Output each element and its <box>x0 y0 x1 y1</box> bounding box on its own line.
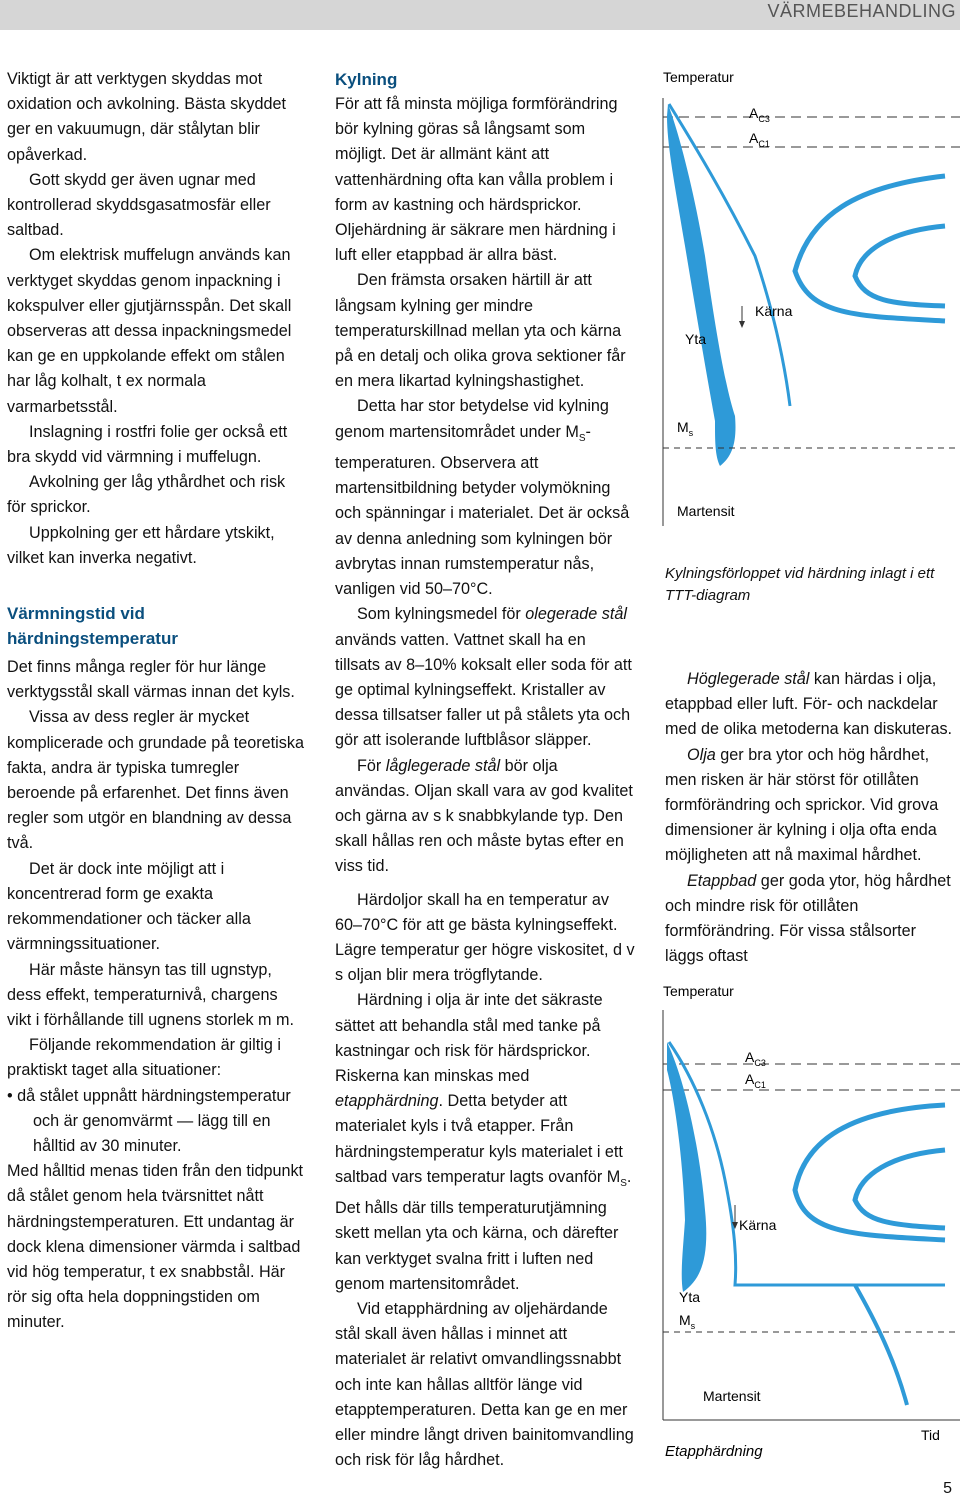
air-cooling-curve <box>855 1285 907 1405</box>
text: Detta har stor betydelse vid kylning genom martensitområdet under M <box>335 397 609 441</box>
core-label: Kärna <box>755 303 793 319</box>
surface-label: Yta <box>679 1289 701 1305</box>
surface-cooling-band <box>667 1042 706 1292</box>
paragraph <box>665 667 958 743</box>
paragraph: Vid etapphärdning av oljehärdande stål skall även hållas i minnet att materialet är relativt omvandlingssnabbt och inte kan hållas alltför länge vid etapptemperaturen. Detta kan ge en mer eller mindre långt driven bainitomvandling och risk för låg hårdhet. <box>335 1300 634 1470</box>
transformation-end-curve <box>855 1150 945 1228</box>
bullet-item: • då stålet uppnått härdningstemperatur och är genomvärmt — lägg till en hålltid av 30 minuter. <box>7 1086 291 1155</box>
x-axis-label: Tid <box>921 1427 940 1443</box>
ms-label: $M_s$ <box>679 1312 696 1331</box>
text: kan härdas i olja, etappbad eller luft. För- och nackdelar med de olika metoderna kan diskuteras. <box>665 670 953 739</box>
paragraph: Det finns många regler för hur länge verktygsstål skall värmas innan det kyls. <box>7 658 295 702</box>
text: . Detta betyder att materialet kyls i två etapper. Från härdningstemperatur kyls materialet i ett saltbad vars temperatur lagts ovanför M <box>335 1092 623 1186</box>
paragraph: Med hålltid menas tiden från den tidpunkt då stålet genom hela tvärsnittet nått härdningstemperaturen. Ett undantag är dock klena dimensioner värmda i saltbad vid hög temperatur, t ex snabbstål. Här rör sig ofta hela doppningstiden om minuter. <box>7 1162 304 1332</box>
figure-caption: Etapphärdning <box>665 1443 763 1460</box>
text: Som kylningsmedel för <box>357 605 526 624</box>
paragraph: Avkolning ger låg ythårdhet och risk för sprickor. <box>7 473 286 517</box>
paragraph: Det är dock inte möjligt att i koncentrerad form ge exakta rekommendationer och täcker alla värmningssituationer. <box>7 859 251 954</box>
ttt-diagram-svg <box>655 980 960 1465</box>
ac1-label: $A_{C1}$ <box>749 130 770 149</box>
header-title: VÄRMEBEHANDLING <box>767 1 956 21</box>
emphasis: etapphärdning <box>335 1092 439 1111</box>
paragraph: Gott skydd ger även ugnar med kontrollerad skyddsgasatmosfär eller saltbad. <box>7 170 271 240</box>
spacer <box>7 571 305 601</box>
text: används vatten. Vattnet skall ha en tillsats av 8–10% koksalt eller soda för att ge optimal kylningseffekt. Kristaller av dessa tillsatser faller ut på stålets yta och gör att isolerande luftblåsor släpper. <box>335 630 632 750</box>
y-axis-label: Temperatur <box>663 69 734 85</box>
text: Härdning i olja är inte det säkraste sättet att behandla stål med tanke på kastningar och risk för härdsprickor. Riskerna kan minskas med <box>335 991 603 1085</box>
arrow-head <box>739 321 745 328</box>
paragraph: Inslagning i rostfri folie ger också ett bra skydd vid värmning i muffelugn. <box>7 422 288 467</box>
ac3-label: $A_{C3}$ <box>749 105 770 124</box>
surface-label: Yta <box>685 331 707 347</box>
text: -temperaturen. Observera att martensitbildning betyder volymökning och spänningar i materialet. Det är också av denna anledning som kylningen bör avbrytas innan rumstemperatur nås, vanligen vid 50–70°C. <box>335 422 630 599</box>
figure-caption: Kylningsförloppet vid härdning inlagt i ett TTT-diagram <box>665 565 935 604</box>
paragraph <box>335 602 635 753</box>
column-left <box>7 67 305 1336</box>
paragraph <box>335 394 635 602</box>
paragraph <box>665 743 958 869</box>
emphasis: låglegerade stål <box>385 756 501 775</box>
ac1-label: $A_{C1}$ <box>745 1071 766 1090</box>
y-axis-label: Temperatur <box>663 983 734 999</box>
subscript: S <box>578 432 586 444</box>
paragraph: Den främsta orsaken härtill är att långsam kylning ger mindre temperaturskillnad mellan yta och kärna på en detalj och olika grova sektioner får en mera likartad kylningshastighet. <box>335 271 626 391</box>
ttt-diagram-martempering <box>655 980 960 1465</box>
ms-label: $M_s$ <box>677 419 694 438</box>
text: bör olja användas. Oljan skall vara av god kvalitet och gärna av s k snabbkylande typ. Den skall hållas ren och måste bytas efter en viss tid. <box>335 756 633 876</box>
text: . Det hålls där tills temperaturutjämning skett mellan yta och kärna, och därefter kan verktyget svalna fritt i luften ned genom martensitområdet. <box>335 1167 632 1293</box>
emphasis: Olja <box>687 745 716 764</box>
text: ger goda ytor, hög hårdhet och mindre risk för otillåten formförändring. För vissa stålsorter läggs oftast <box>665 871 951 966</box>
paragraph: Härdoljor skall ha en temperatur av 60–70°C för att ge bästa kylningseffekt. Lägre temperatur ger högre viskositet, d v s oljan blir mera trögflytande. <box>335 890 635 985</box>
emphasis: Etappbad <box>687 871 757 890</box>
paragraph: För att få minsta möjliga formförändring bör kylning göras så långsamt som möjligt. Det är allmänt känt att vattenhärdning ofta kan vålla problem i form av kastning och härdsprickor. Oljehärdning är säkrare men härdning i luft eller etappbad är allra bäst. <box>335 95 618 265</box>
paragraph: Om elektrisk muffelugn används kan verktyget skyddas genom inpackning i kokspulver eller gjutjärnsspån. Det skall observeras att dessa inpackningsmedel kan ge en uppkolande effekt om stålen har låg kolhalt, t ex normala varmarbetsstål. <box>7 246 292 416</box>
paragraph: Följande rekommendation är giltig i praktiskt taget alla situationer: <box>7 1036 281 1080</box>
paragraph: Uppkolning ger ett hårdare ytskikt, vilket kan inverka negativt. <box>7 523 275 567</box>
ac3-label: $A_{C3}$ <box>745 1049 766 1068</box>
column-right <box>665 667 958 969</box>
subscript: S <box>620 1178 627 1189</box>
paragraph: Här måste hänsyn tas till ugnstyp, dess effekt, temperaturnivå, chargens vikt i förhållande till ugnens storlek m m. <box>7 960 294 1029</box>
emphasis: olegerade stål <box>525 605 627 624</box>
page-number: 5 <box>943 1480 952 1497</box>
paragraph: Viktigt är att verktygen skyddas mot oxidation och avkolning. Bästa skyddet ger en vakuumugn, där stålytan blir opåverkad. <box>7 70 286 164</box>
martensite-label: Martensit <box>677 503 735 519</box>
paragraph: Vissa av dess regler är mycket komplicerade och grundade på teoretiska fakta, andra är typiska tumregler beroende på erfarenhet. Det finns även regler som utgör en blandning av dessa två. <box>7 708 304 853</box>
ttt-diagram-cooling <box>655 66 960 526</box>
ttt-diagram-svg <box>655 66 960 526</box>
transformation-end-curve <box>855 226 945 306</box>
paragraph <box>335 754 635 880</box>
page-header <box>0 0 960 30</box>
text: För <box>357 756 386 775</box>
text: ger bra ytor och hög hårdhet, men risken är här störst för otillåten formförändring och sprickor. Vid grova dimensioner är kylning i olja ofta enda möjligheten att nå maximal hårdhet. <box>665 745 939 865</box>
section-heading: Kylning <box>335 70 398 89</box>
column-middle <box>335 67 635 1473</box>
core-label: Kärna <box>739 1217 777 1233</box>
paragraph <box>335 988 635 1297</box>
martensite-label: Martensit <box>703 1388 761 1404</box>
section-heading: Värmningstid vid härdningstemperatur <box>7 604 178 649</box>
emphasis: Höglegerade stål <box>687 670 810 688</box>
paragraph <box>665 869 958 970</box>
